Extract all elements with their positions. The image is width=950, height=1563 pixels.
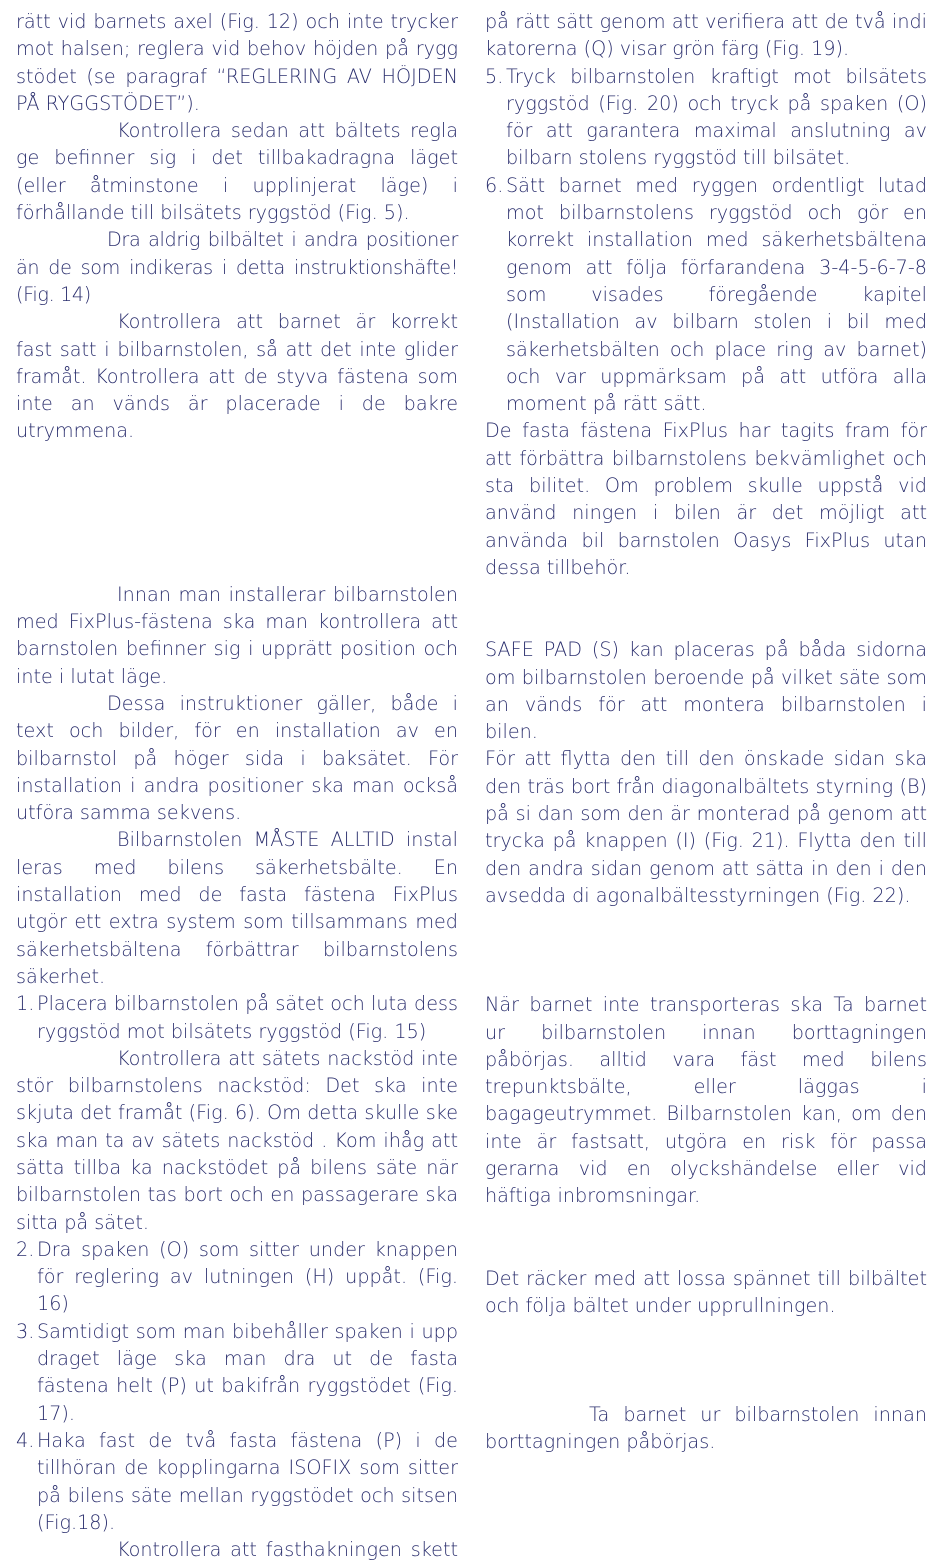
paragraph: Kontrollera sedan att bältets regla ge befinner sig i det tillbakadragna läget (eller åtminstone i upplinjerat läge) i förhållande till bilsätets ryggstöd (Fig. 5). (16, 119, 458, 225)
spacer (485, 581, 927, 636)
paragraph: Kontrollera att sätets nackstöd inte stör bilbarnstolens nackstöd: Det ska inte skjuta det framåt (Fig. 6). Om detta skulle ske ska man ta av sätets nackstöd . Kom ihåg att sätta tillba ka nackstödet på bilens säte när bilbarnstolen tas bort och en passagerare ska sitta på sätet. (16, 1046, 458, 1234)
list-item-step-1 (16, 990, 458, 1045)
paragraph: Kontrollera att barnet är korrekt fast satt i bilbarnstolen, så att det inte glider framåt. Kontrollera att de styva fästena som inte an vänds är placerade i de bakre utrymmena. (16, 310, 458, 443)
spacer (485, 909, 927, 991)
list-number: 2. (16, 1237, 35, 1261)
paragraph: Dessa instruktioner gäller, både i text och bilder, för en installation av en bilbarnstol på höger sida i baksätet. För installation i andra positioner ska man också utföra samma sekvens. (16, 691, 458, 825)
spacer (485, 1210, 927, 1265)
list-text: Sätt barnet med ryggen ordentligt lutad mot bilbarnstolens ryggstöd och gör en korrekt installation med säkerhetsbältena genom att följa förfarandena 3-4-5-6-7-8 som visades föregående kapitel (Installation av bilbarn stolen i bil med säkerhetsbälten och place ring av barnet) och var uppmärksam på att utföra alla moment på rätt sätt. (506, 173, 927, 416)
list-number: 5. (485, 64, 504, 88)
list-item-step-5 (485, 63, 927, 172)
paragraph: på rätt sätt genom att verifiera att de två indi katorerna (Q) visar grön färg (Fig. 19). (485, 10, 927, 61)
list-text: Samtidigt som man bibehåller spaken i upp draget läge ska man dra ut de fasta fästena helt (P) ut bakifrån ryggstödet (Fig. 17). (37, 1319, 458, 1425)
spacer (16, 445, 458, 581)
list-number: 3. (16, 1319, 35, 1343)
paragraph: Dra aldrig bilbältet i andra positioner än de som indikeras i detta instruktionshäfte! (Fig. 14) (16, 228, 458, 306)
paragraph: Det räcker med att lossa spännet till bilbältet och följa bältet under upprullningen. (485, 1266, 927, 1317)
list-text: Dra spaken (O) som sitter under knappen för reglering av lutningen (H) uppåt. (Fig. 16) (37, 1237, 458, 1316)
list-text: Placera bilbarnstolen på sätet och luta dess ryggstöd mot bilsätets ryggstöd (Fig. 15) (37, 992, 458, 1043)
paragraph: Innan man installerar bilbarnstolen med FixPlus-fästena ska man kontrollera att barnstolen befinner sig i upprätt position och inte i lutat läge. (16, 582, 458, 688)
list-item-step-6 (485, 172, 927, 418)
list-text: Tryck bilbarnstolen kraftigt mot bilsätets ryggstöd (Fig. 20) och tryck på spaken (O) för att garantera maximal anslutning av bilbarn stolens ryggstöd till bilsätet. (506, 64, 927, 170)
paragraph: rätt vid barnets axel (Fig. 12) och inte trycker mot halsen; reglera vid behov höjden på rygg stödet (se paragraf “REGLERING AV HÖJDEN PÅ RYGGSTÖDET”). (16, 10, 458, 115)
left-column (16, 8, 458, 1563)
list-number: 6. (485, 173, 504, 197)
list-item-step-4 (16, 1427, 458, 1536)
paragraph: SAFE PAD (S) kan placeras på båda sidorna om bilbarnstolen beroende på vilket säte som an vänds för att montera bilbarnstolen i bilen. (485, 638, 927, 744)
list-number: 4. (16, 1428, 35, 1452)
paragraph: Kontrollera att fasthakningen skett (117, 1538, 458, 1562)
right-column (485, 8, 927, 1456)
list-text: Haka fast de två fasta fästena (P) i de tillhöran de kopplingarna ISOFIX som sitter på bilens säte mellan ryggstödet och sitsen (Fig.18). (37, 1428, 458, 1534)
spacer (485, 1319, 927, 1401)
list-item-step-3 (16, 1318, 458, 1427)
paragraph: De fasta fästena FixPlus har tagits fram för att förbättra bilbarnstolens bekvämlighet och sta bilitet. Om problem skulle uppstå vid använd ningen i bilen är det möjligt att använda bil barnstolen Oasys FixPlus utan dessa tillbehör. (485, 419, 927, 579)
paragraph: För att flytta den till den önskade sidan ska den träs bort från diagonalbältets styrning (B) på si dan som den är monterad på genom att trycka på knappen (I) (Fig. 21). Flytta den till den andra sidan genom att sätta in den i den avsedda di agonalbältesstyrningen (Fig. 22). (485, 747, 927, 907)
list-item-step-2 (16, 1236, 458, 1318)
list-number: 1. (16, 992, 35, 1016)
paragraph: Bilbarnstolen MÅSTE ALLTID instal leras med bilens säkerhetsbälte. En installation med de fasta fästena FixPlus utgör ett extra system som tillsammans med säkerhetsbältena förbättrar bilbarnstolens säkerhet. (16, 828, 458, 988)
paragraph: Ta barnet ur bilbarnstolen innan borttagningen påbörjas. (485, 1403, 927, 1454)
paragraph: När barnet inte transporteras ska Ta barnet ur bilbarnstolen innan borttagningen påbörjas. alltid vara fäst med bilens trepunktsbälte, eller läggas i bagageutrymmet. Bilbarnstolen kan, om den inte är fastsatt, utgöra en risk för passa gerarna vid en olyckshändelse eller vid häftiga inbromsningar. (485, 993, 927, 1208)
